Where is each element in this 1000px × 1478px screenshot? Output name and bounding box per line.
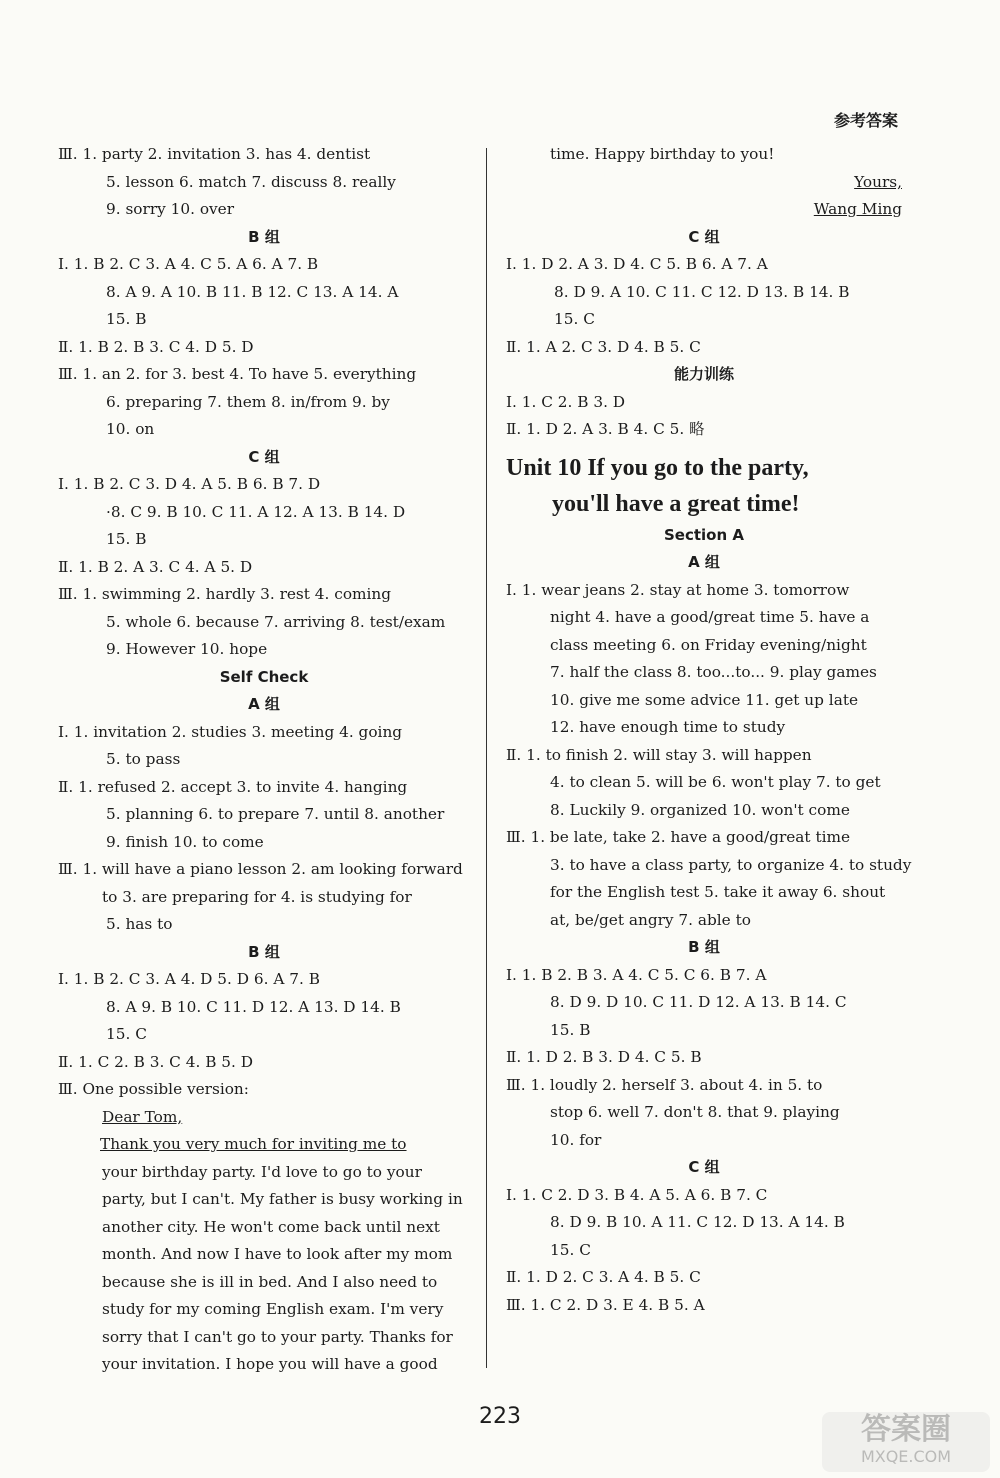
left-line: party, but I can't. My father is busy working in	[102, 1190, 463, 1208]
right-line: you'll have a great time!	[552, 490, 800, 517]
left-line: 5. planning 6. to prepare 7. until 8. another	[106, 805, 445, 823]
right-line: 15. C	[554, 310, 595, 328]
left-line: Ⅰ. 1. B 2. C 3. D 4. A 5. B 6. B 7. D	[58, 475, 321, 493]
right-line: 15. B	[550, 1020, 591, 1039]
right-line: C 组	[688, 1158, 720, 1176]
left-line: B 组	[248, 942, 280, 961]
left-line: B 组	[248, 227, 280, 246]
left-line: Ⅱ. 1. C 2. B 3. C 4. B 5. D	[58, 1052, 254, 1071]
right-line: Wang Ming	[813, 200, 902, 218]
left-line: ·8. C 9. B 10. C 11. A 12. A 13. B 14. D	[106, 502, 406, 521]
right-line: Yours,	[854, 172, 902, 191]
right-line: Ⅱ. 1. D 2. A 3. B 4. C 5. 略	[506, 420, 705, 438]
right-line: time. Happy birthday to you!	[550, 145, 775, 163]
right-line: 4. to clean 5. will be 6. won't play 7. to get	[550, 773, 881, 791]
right-line: B 组	[688, 938, 720, 956]
left-line: month. And now I have to look after my mom	[102, 1245, 453, 1263]
right-line: Ⅰ. 1. wear jeans 2. stay at home 3. tomorrow	[506, 580, 850, 599]
right-line: Ⅱ. 1. D 2. C 3. A 4. B 5. C	[506, 1268, 701, 1286]
right-line: 10. give me some advice 11. get up late	[550, 690, 859, 709]
right-line: Ⅰ. 1. B 2. B 3. A 4. C 5. C 6. B 7. A	[506, 965, 767, 984]
right-line: at, be/get angry 7. able to	[550, 910, 751, 929]
watermark-text: 答案圈	[861, 1412, 951, 1447]
left-line: another city. He won't come back until next	[102, 1217, 440, 1236]
left-line: Ⅲ. 1. will have a piano lesson 2. am looking forward	[58, 860, 463, 878]
left-line: 10. on	[106, 420, 155, 438]
right-line: Ⅱ. 1. A 2. C 3. D 4. B 5. C	[506, 337, 701, 356]
column-divider	[486, 148, 487, 1368]
left-line: Self Check	[219, 667, 309, 686]
right-line: Ⅲ. 1. loudly 2. herself 3. about 4. in 5. to	[506, 1075, 823, 1094]
right-line: 8. D 9. A 10. C 11. C 12. D 13. B 14. B	[554, 282, 850, 301]
right-line: 3. to have a class party, to organize 4. to study	[550, 855, 912, 874]
right-line: Ⅰ. 1. D 2. A 3. D 4. C 5. B 6. A 7. A	[506, 255, 768, 273]
left-line: 15. B	[106, 310, 147, 328]
left-line: your birthday party. I'd love to go to your	[102, 1162, 422, 1181]
left-line: Ⅰ. 1. B 2. C 3. A 4. D 5. D 6. A 7. B	[58, 970, 320, 988]
left-line: Ⅱ. 1. B 2. A 3. C 4. A 5. D	[58, 557, 253, 576]
left-line: Ⅲ. 1. party 2. invitation 3. has 4. dentist	[58, 145, 371, 163]
left-line: A 组	[248, 695, 280, 713]
right-line: Ⅲ. 1. C 2. D 3. E 4. B 5. A	[506, 1295, 705, 1314]
left-line: Ⅲ. 1. an 2. for 3. best 4. To have 5. everything	[58, 365, 417, 383]
left-line: 5. lesson 6. match 7. discuss 8. really	[106, 172, 396, 191]
right-line: C 组	[688, 227, 720, 246]
right-line: Ⅰ. 1. C 2. D 3. B 4. A 5. A 6. B 7. C	[506, 1185, 768, 1204]
left-line: Ⅲ. 1. swimming 2. hardly 3. rest 4. coming	[58, 585, 392, 603]
right-line: 能力训练	[673, 365, 734, 383]
watermark-logo	[822, 1412, 990, 1472]
right-line: 8. D 9. D 10. C 11. D 12. A 13. B 14. C	[550, 993, 847, 1011]
right-line: 8. Luckily 9. organized 10. won't come	[550, 800, 850, 819]
left-line: 8. A 9. A 10. B 11. B 12. C 13. A 14. A	[106, 282, 399, 301]
left-line: 5. whole 6. because 7. arriving 8. test/exam	[106, 612, 446, 631]
right-line: night 4. have a good/great time 5. have a	[550, 608, 870, 626]
right-line: stop 6. well 7. don't 8. that 9. playing	[550, 1103, 840, 1121]
left-line: 9. finish 10. to come	[106, 832, 264, 851]
right-line: Ⅱ. 1. D 2. B 3. D 4. C 5. B	[506, 1048, 702, 1066]
left-line: C 组	[248, 447, 280, 466]
right-line: Ⅲ. 1. be late, take 2. have a good/great time	[506, 828, 851, 846]
right-line: 12. have enough time to study	[550, 718, 786, 736]
left-line: 9. However 10. hope	[106, 640, 268, 658]
right-line: Ⅱ. 1. to finish 2. will stay 3. will happen	[506, 745, 812, 764]
left-line: Ⅱ. 1. refused 2. accept 3. to invite 4. hanging	[58, 777, 408, 796]
left-line: Ⅱ. 1. B 2. B 3. C 4. D 5. D	[58, 337, 254, 356]
right-line: Unit 10 If you go to the party,	[506, 454, 809, 481]
page-header: 参考答案	[833, 111, 898, 130]
right-line: 10. for	[550, 1130, 602, 1149]
left-line: Thank you very much for inviting me to	[100, 1135, 407, 1153]
left-line: 9. sorry 10. over	[106, 200, 235, 218]
left-line: 8. A 9. B 10. C 11. D 12. A 13. D 14. B	[106, 997, 401, 1016]
left-column	[58, 141, 470, 1379]
left-line: to 3. are preparing for 4. is studying for	[102, 887, 412, 906]
right-line: class meeting 6. on Friday evening/night	[550, 635, 867, 654]
right-line: A 组	[688, 553, 720, 571]
left-line: because she is ill in bed. And I also need to	[102, 1272, 438, 1291]
left-line: study for my coming English exam. I'm very	[102, 1300, 444, 1318]
left-line: 15. B	[106, 530, 147, 548]
left-line: Ⅰ. 1. invitation 2. studies 3. meeting 4. going	[58, 722, 403, 741]
right-line: 8. D 9. B 10. A 11. C 12. D 13. A 14. B	[550, 1213, 845, 1231]
left-line: your invitation. I hope you will have a good	[102, 1355, 438, 1373]
right-line: Section A	[664, 525, 744, 544]
right-line: Ⅰ. 1. C 2. B 3. D	[506, 392, 626, 411]
left-line: 5. has to	[106, 915, 173, 933]
left-line: Ⅲ. One possible version:	[58, 1080, 249, 1098]
left-line: 15. C	[106, 1025, 147, 1043]
right-column	[506, 141, 912, 1319]
page-number: 223	[479, 1404, 521, 1429]
left-line: Dear Tom,	[102, 1107, 183, 1126]
watermark-url: MXQE.COM	[860, 1447, 952, 1466]
right-line: for the English test 5. take it away 6. shout	[550, 883, 886, 901]
left-line: Ⅰ. 1. B 2. C 3. A 4. C 5. A 6. A 7. B	[58, 255, 319, 273]
left-line: sorry that I can't go to your party. Thanks for	[102, 1327, 453, 1346]
right-line: 15. C	[550, 1240, 591, 1259]
left-line: 5. to pass	[106, 750, 181, 768]
right-line: 7. half the class 8. too...to... 9. play games	[550, 663, 877, 681]
left-line: 6. preparing 7. them 8. in/from 9. by	[106, 392, 390, 411]
